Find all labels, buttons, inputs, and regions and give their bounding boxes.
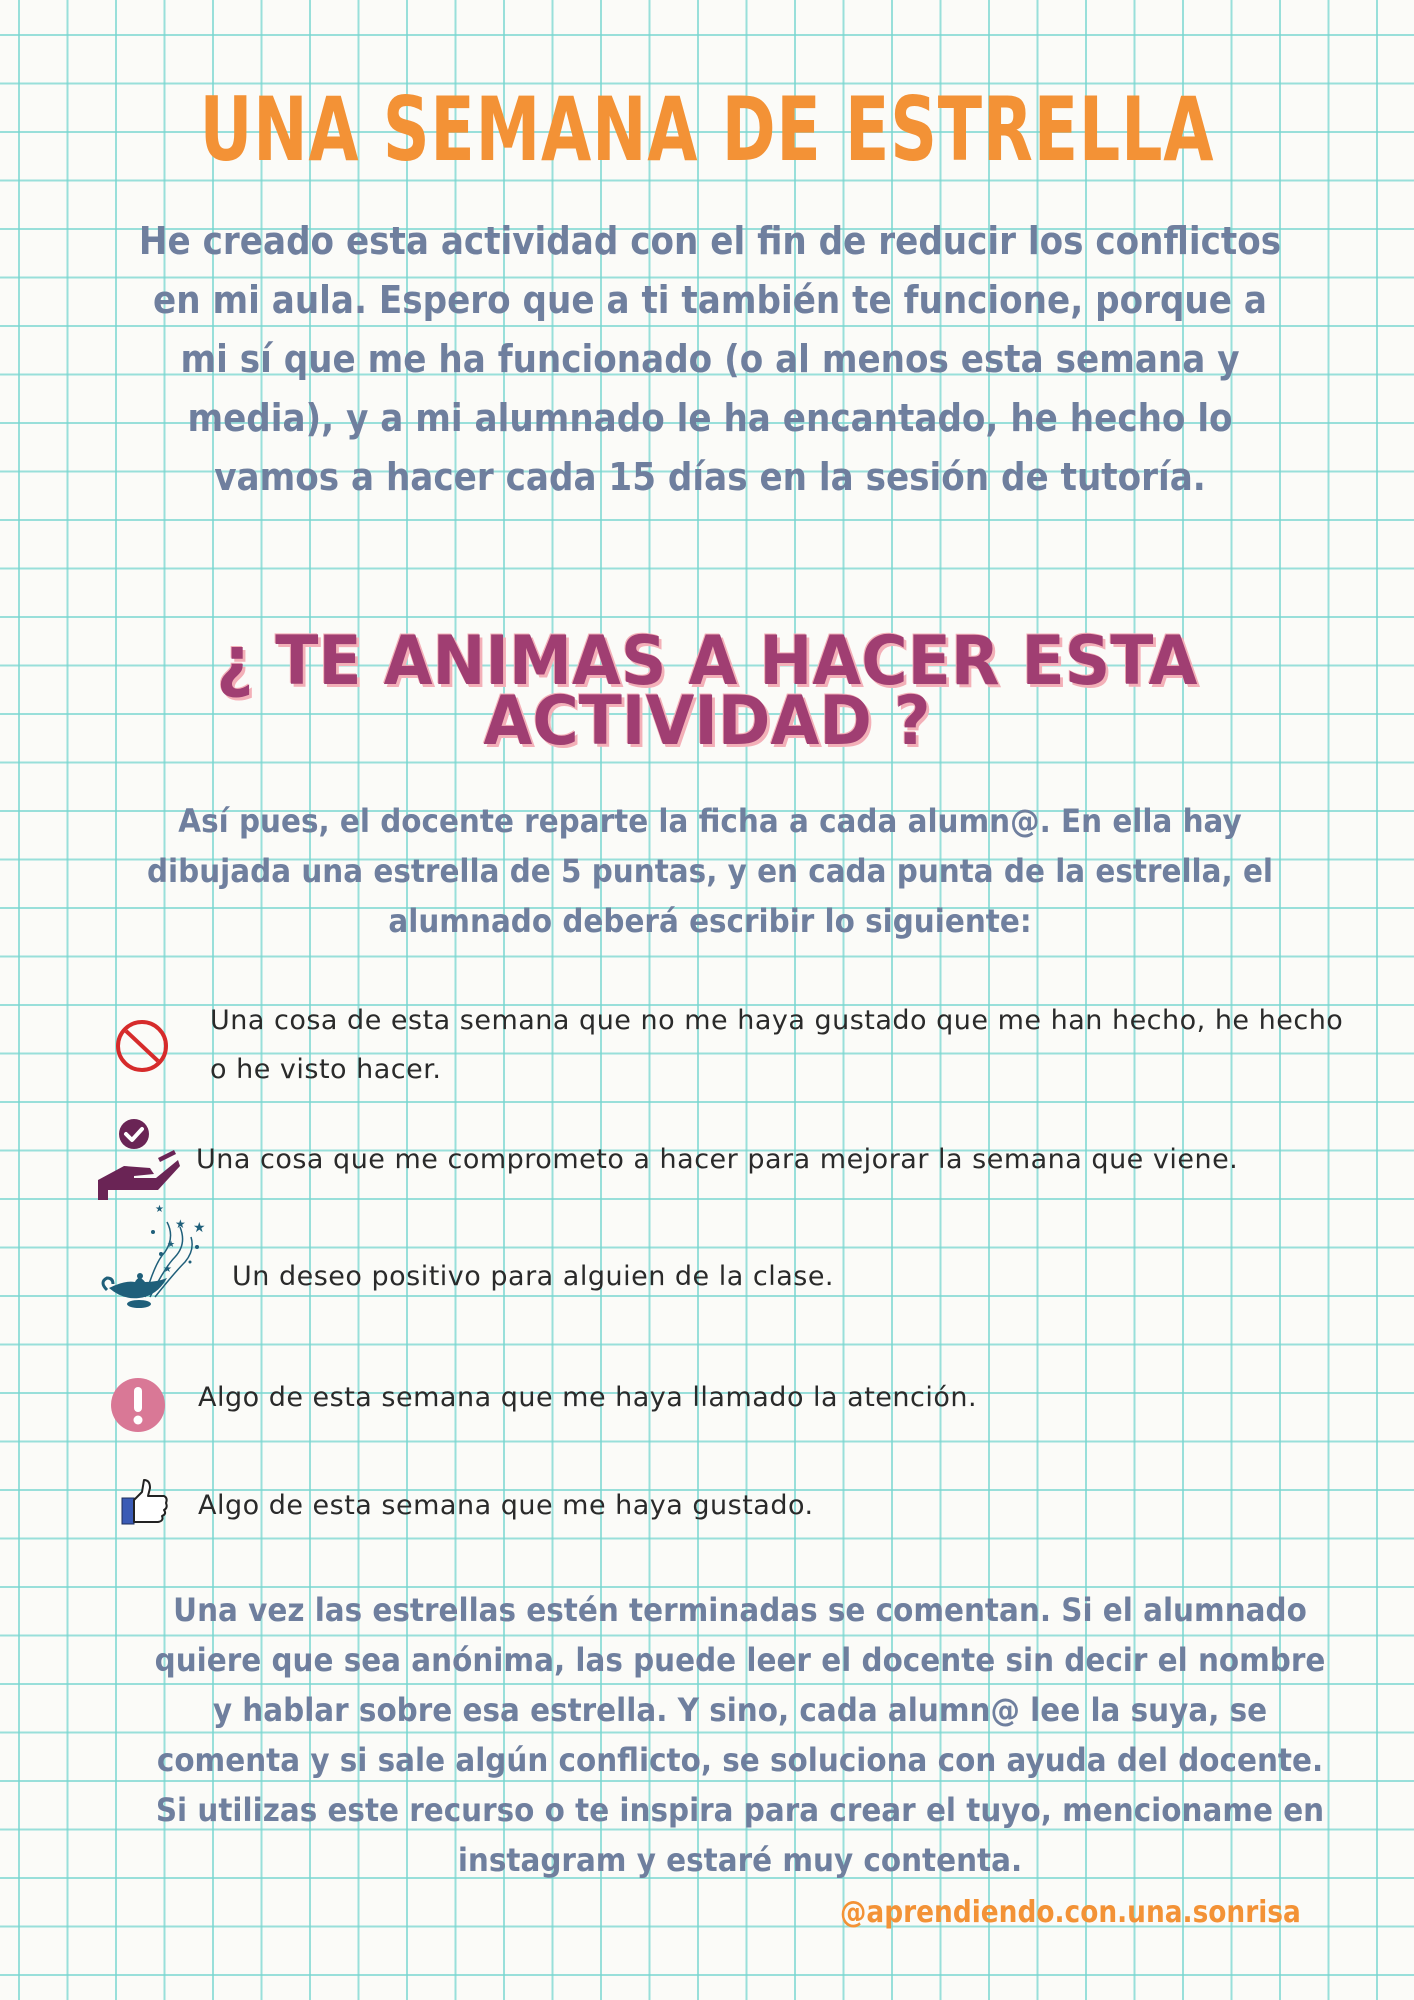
svg-text:★: ★ <box>167 1240 176 1250</box>
list-item-text: Una cosa de esta semana que no me haya gustado que me han hecho, he hecho o he visto hacer. <box>210 1005 1344 1085</box>
closing-paragraph: Una vez las estrellas estén terminadas se comentan. Si el alumnado quiere que sea anónima, las puede leer el docente sin decir el nombre y hablar sobre esa estrella. Y sino, cada alumn@ lee la suya, se comenta y si sale algún conflicto, se soluciona con ayuda del docente. Si utilizas este recurso o te inspira para crear el tuyo, mencioname en instagram y estaré muy contenta. <box>154 1591 1326 1879</box>
exclamation-icon <box>110 1377 166 1433</box>
intro-paragraph: He creado esta actividad con el fin de reducir los conflictos en mi aula. Espero que a ti también te funcione, porque a mi sí que me ha funcionado (o al menos esta semana y media), y a mi alumnado le ha encantado, he hecho lo vamos a hacer cada 15 días en la sesión de tutoría. <box>138 219 1282 499</box>
instructions-paragraph: Así pues, el docente reparte la ficha a cada alumn@. En ella hay dibujada una estrella de 5 puntas, y en cada punta de la estrella, el alumnado deberá escribir lo siguiente: <box>146 802 1274 940</box>
svg-text:★: ★ <box>175 1217 186 1231</box>
list-item-attention <box>110 1377 166 1433</box>
prohibited-icon <box>114 1018 170 1074</box>
list-item-liked <box>120 1478 170 1526</box>
magic-lamp-icon <box>95 1202 215 1314</box>
page-title: UNA SEMANA DE ESTRELLA <box>199 78 1215 181</box>
thumbs-up-icon <box>120 1478 170 1526</box>
svg-text:★: ★ <box>155 1204 164 1215</box>
svg-text:★: ★ <box>193 1220 206 1236</box>
instagram-handle: @aprendiendo.con.una.sonrisa <box>840 1895 1301 1930</box>
hand-check-icon <box>94 1118 182 1204</box>
svg-text:★: ★ <box>163 1264 172 1275</box>
list-item-wish <box>95 1202 215 1314</box>
list-item-commitment <box>94 1118 182 1204</box>
list-item-text: Algo de esta semana que me haya gustado. <box>198 1490 814 1521</box>
section-heading-line1: ¿ TE ANIMAS A HACER ESTA <box>216 622 1198 701</box>
list-item-text: Una cosa que me comprometo a hacer para mejorar la semana que viene. <box>196 1144 1239 1175</box>
list-item-dislike <box>114 1018 170 1074</box>
section-heading <box>49 622 1364 761</box>
list-item-text: Un deseo positivo para alguien de la clase. <box>232 1261 835 1292</box>
list-item-text: Algo de esta semana que me haya llamado la atención. <box>198 1382 978 1413</box>
section-heading-line2: ACTIVIDAD ? <box>483 682 931 761</box>
